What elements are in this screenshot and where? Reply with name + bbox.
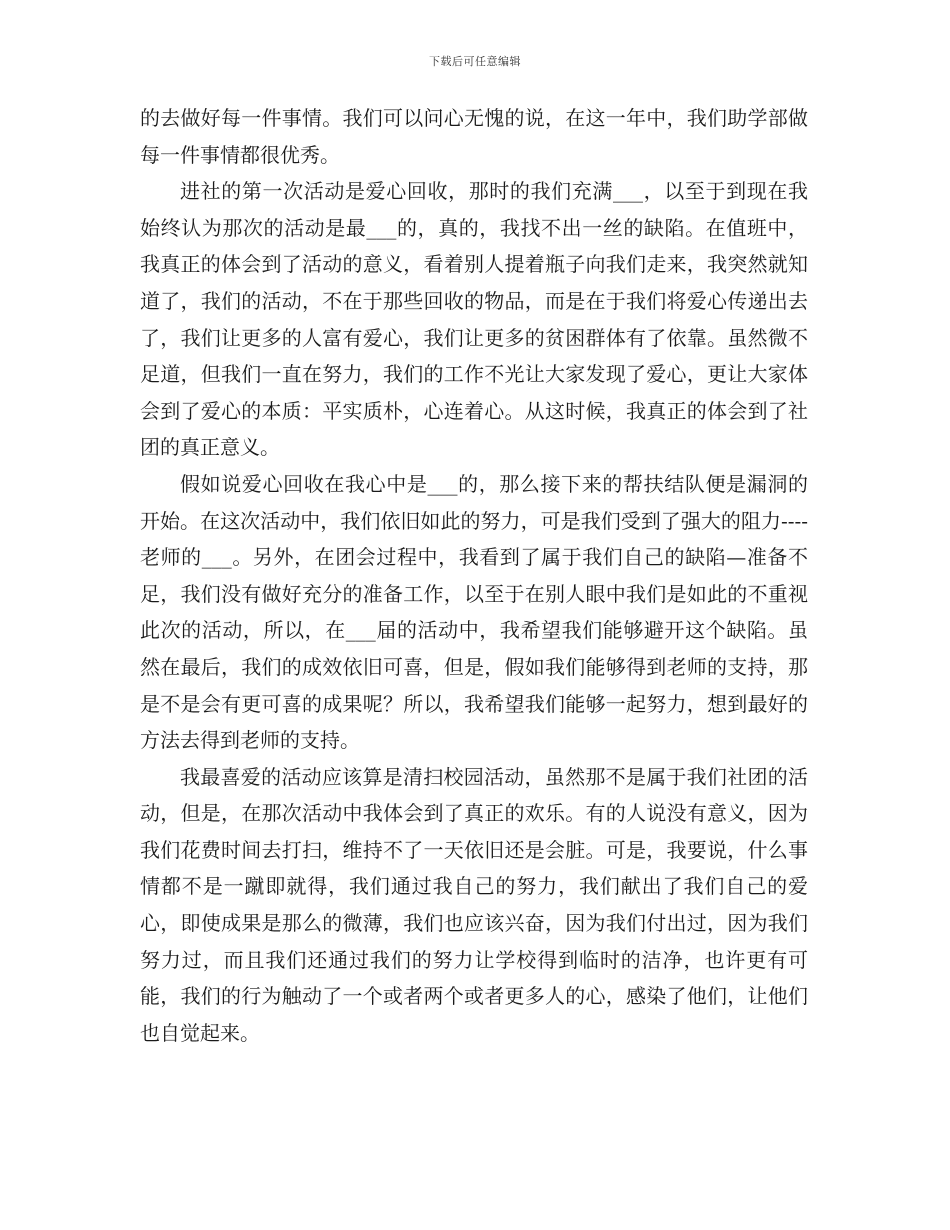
paragraph-continuation: 的去做好每一件事情。我们可以问心无愧的说，在这一年中，我们助学部做每一件事情都很优秀。 [140, 106, 808, 167]
paragraph-love-recycling: 进社的第一次活动是爱心回收，那时的我们充满___，以至于到现在我始终认为那次的活动是最___的，真的，我找不出一丝的缺陷。在值班中，我真正的体会到了活动的意义，看着别人提着瓶子向我们走来，我突然就知道了，我们的活动，不在于那些回收的物品，而是在于我们将爱心传递出去了，我们让更多的人富有爱心，我们让更多的贫困群体有了依靠。虽然微不足道，但我们一直在努力，我们的工作不光让大家发现了爱心，更让大家体会到了爱心的本质：平实质朴，心连着心。从这时候，我真正的体会到了社团的真正意义。 [140, 179, 808, 460]
document-body [140, 100, 808, 1051]
paragraph-assistance-pairing: 假如说爱心回收在我心中是___的，那么接下来的帮扶结队便是漏洞的开始。在这次活动中，我们依旧如此的努力，可是我们受到了强大的阻力----老师的___。另外，在团会过程中，我看到了属于我们自己的缺陷—准备不足，我们没有做好充分的准备工作，以至于在别人眼中我们是如此的不重视此次的活动，所以，在___届的活动中，我希望我们能够避开这个缺陷。虽然在最后，我们的成效依旧可喜，但是，假如我们能够得到老师的支持，那是不是会有更可喜的成果呢？所以，我希望我们能够一起努力，想到最好的方法去得到老师的支持。 [140, 471, 808, 753]
paragraph-campus-cleaning: 我最喜爱的活动应该算是清扫校园活动，虽然那不是属于我们社团的活动，但是，在那次活动中我体会到了真正的欢乐。有的人说没有意义，因为我们花费时间去打扫，维持不了一天依旧还是会脏。可是，我要说，什么事情都不是一蹴即就得，我们通过我自己的努力，我们献出了我们自己的爱心，即使成果是那么的微薄，我们也应该兴奋，因为我们付出过，因为我们努力过，而且我们还通过我们的努力让学校得到临时的洁净，也许更有可能，我们的行为触动了一个或者两个或者更多人的心，感染了他们，让他们也自觉起来。 [140, 764, 808, 1045]
page-header: 下载后可任意编辑 [429, 55, 521, 68]
